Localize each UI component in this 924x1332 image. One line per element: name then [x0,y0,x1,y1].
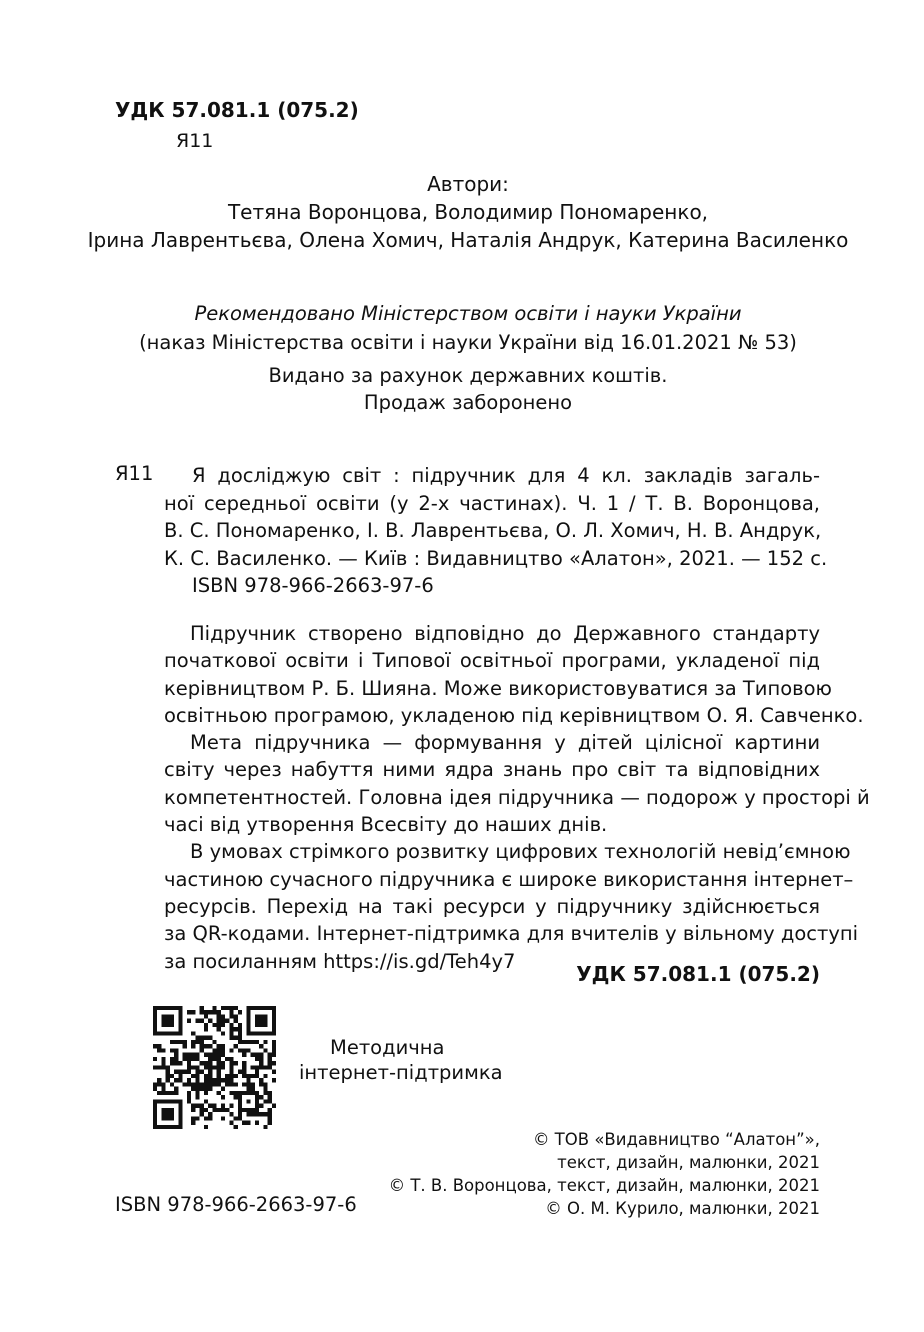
description-block [164,620,870,975]
qr-code-image[interactable] [153,1006,276,1129]
qr-label-methodical: Методична [330,1036,445,1059]
description-line: Мета підручника — формування у дітей цілісної картини [190,731,820,755]
copyright-line: © ТОВ «Видавництво “Алатон”», [532,1130,820,1149]
description-line: початкової освіти і Типової освітньої програми, укладеної під [164,649,820,673]
description-line: освітньою програмою, укладеною під керівництвом О. Я. Савченко. [164,703,864,727]
description-line: керівництвом Р. Б. Шияна. Може використовуватися за Типовою [164,676,832,700]
authors-line-1: Тетяна Воронцова, Володимир Пономаренко, [227,200,709,224]
qr-label-internet-support: інтернет-підтримка [299,1061,503,1084]
authors-line-2: Ірина Лаврентьєва, Олена Хомич, Наталія Андрук, Катерина Василенко [87,228,849,252]
ministry-order-line: (наказ Міністерства освіти і науки України від 16.01.2021 № 53) [139,331,797,354]
udk-code-top: УДК 57.081.1 (075.2) [115,98,359,122]
copyright-line: © О. М. Курило, малюнки, 2021 [545,1199,820,1218]
description-line: В умовах стрімкого розвитку цифрових технологій невід’ємною [190,840,851,864]
description-line: ресурсів. Перехід на такі ресурси у підручнику здійснюється [164,894,820,918]
catalog-line: К. С. Василенко. — Київ : Видавництво «Алатон», 2021. — 152 с. [164,546,828,570]
description-line: за QR-кодами. Інтернет-підтримка для вчителів у вільному доступі [164,922,859,946]
description-line: частиною сучасного підручника є широке використання інтернет– [164,867,854,891]
copyright-line: текст, дизайн, малюнки, 2021 [557,1153,820,1172]
isbn-bottom: ISBN 978-966-2663-97-6 [115,1193,357,1216]
description-line: часі від утворення Всесвіту до наших днів. [164,813,608,837]
description-line: Підручник створено відповідно до Державного стандарту [190,622,820,645]
catalog-line: Я досліджую світ : підручник для 4 кл. закладів загаль- [192,464,820,487]
description-line: світу через набуття ними ядра знань про світ та відповідних [164,758,820,782]
description-line: за посиланням https://is.gd/Teh4y7 [164,949,516,973]
catalog-line: В. С. Пономаренко, І. В. Лаврентьєва, О. Л. Хомич, Н. В. Андрук, [164,519,822,542]
description-line: компетентностей. Головна ідея підручника — подорож у просторі й [164,785,870,809]
author-sign-top: Я11 [176,130,214,152]
authors-label: Автори: [427,172,509,196]
sale-prohibited-line: Продаж заборонено [363,391,573,414]
copyright-line: © Т. В. Воронцова, текст, дизайн, малюнки, 2021 [388,1176,820,1195]
state-funds-line: Видано за рахунок державних коштів. [268,364,668,387]
udk-code-bottom: УДК 57.081.1 (075.2) [576,962,820,986]
recommendation-line: Рекомендовано Міністерством освіти і науки України [194,302,742,325]
catalog-isbn: ISBN 978-966-2663-97-6 [192,574,434,597]
catalog-code: Я11 [115,462,154,485]
catalog-entry [164,462,828,572]
catalog-line: ної середньої освіти (у 2-х частинах). Ч. 1 / Т. В. Воронцова, [164,491,820,515]
